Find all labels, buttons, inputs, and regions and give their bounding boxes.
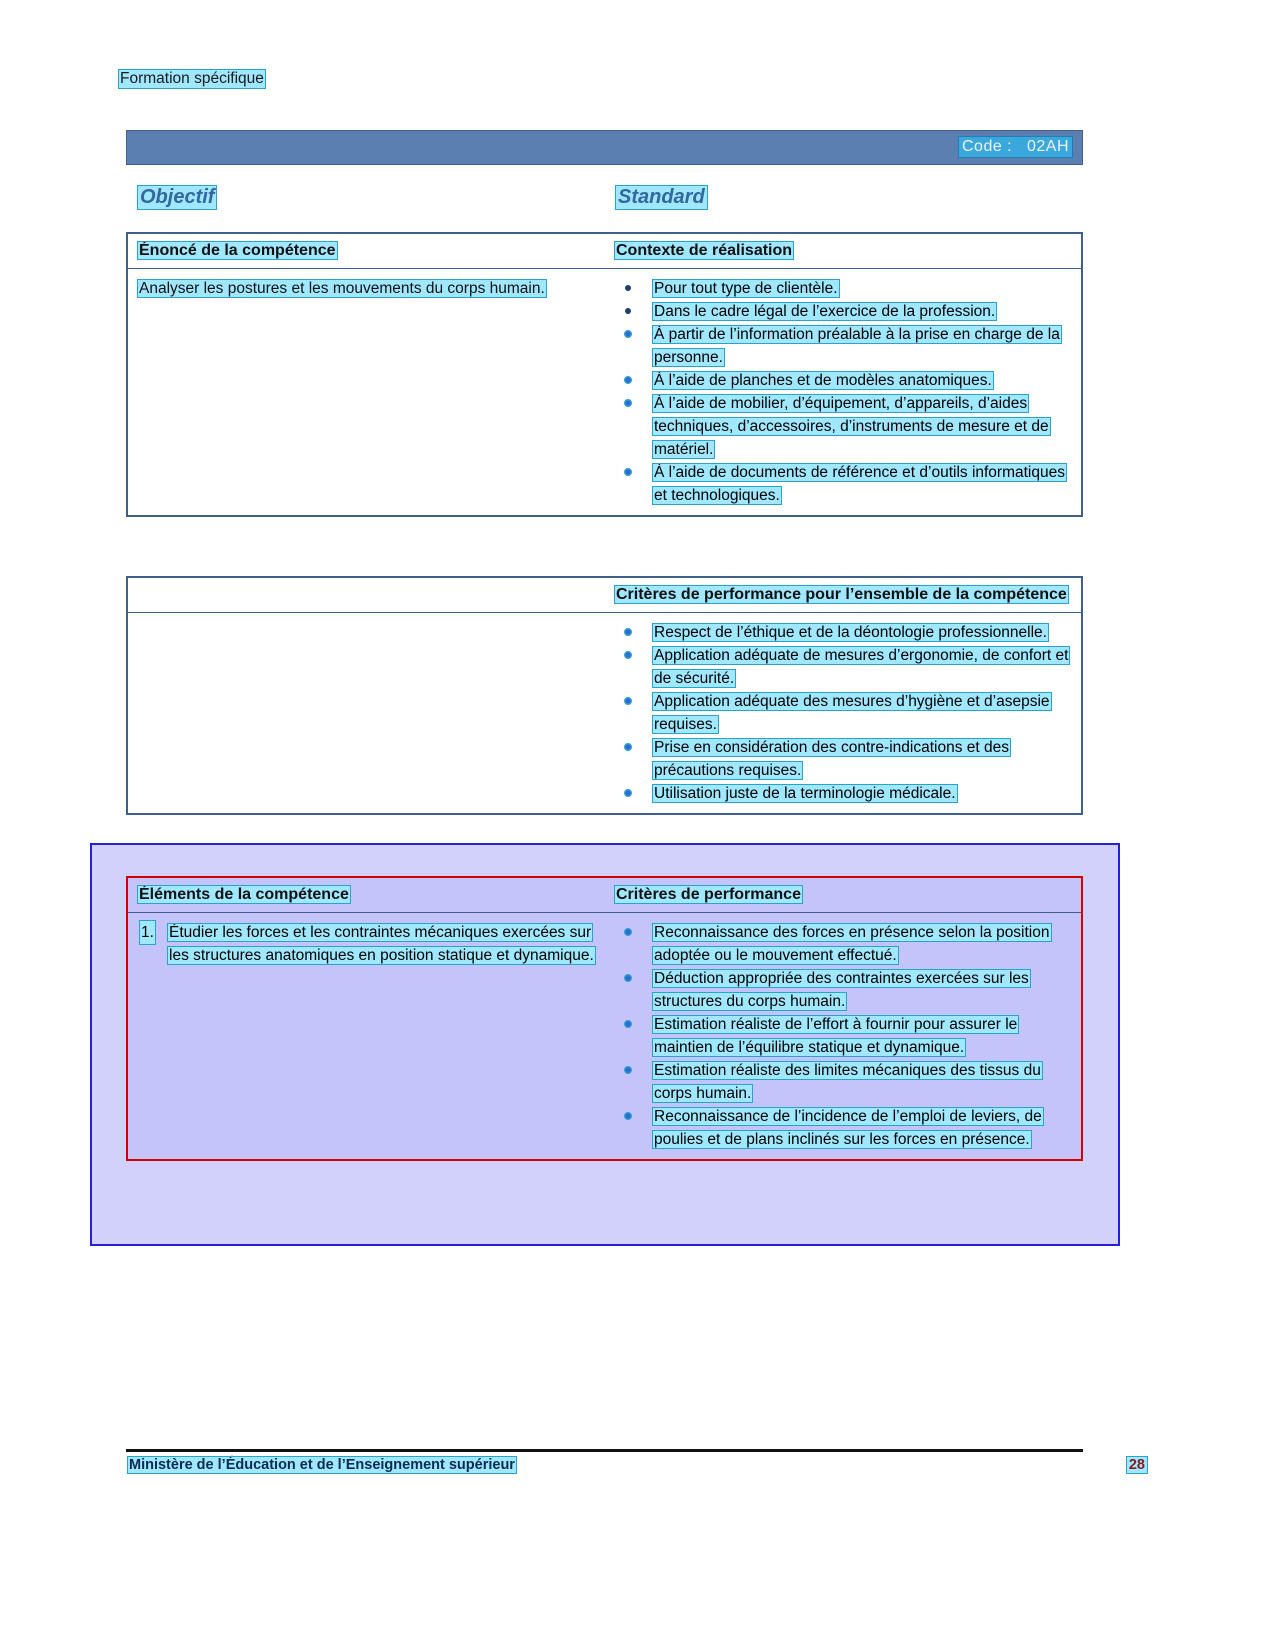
criteres-ensemble-body-right-cell: [605, 613, 1081, 813]
list-item: [615, 621, 1071, 644]
objectif-title: Objectif: [140, 186, 215, 208]
bullet-icon: [625, 652, 631, 658]
list-item-text: Pour tout type de clientèle.: [654, 280, 838, 297]
bullet-icon: [625, 629, 631, 635]
competence-table-header: [128, 234, 1081, 269]
criteres-ensemble-body: [128, 613, 1081, 813]
bullet-icon: [625, 790, 631, 796]
list-item-text: Estimation réaliste des limites mécaniques des tissus du corps humain.: [654, 1062, 1041, 1102]
bullet-icon: [625, 1021, 631, 1027]
code-bar: [126, 130, 1083, 165]
criteres-ensemble-table: [126, 576, 1083, 815]
list-item-text: À partir de l’information préalable à la prise en charge de la personne.: [654, 326, 1060, 366]
elements-criteres-list: [615, 921, 1071, 1151]
section-header-label: Formation spécifique: [120, 70, 264, 87]
list-item-text: Application adéquate des mesures d’hygiène et d’asepsie requises.: [654, 693, 1050, 733]
elements-header-left-cell: [128, 878, 605, 912]
bullet-icon: [625, 308, 631, 314]
criteres-ensemble-header-right-cell: [605, 578, 1081, 612]
list-item-text: Respect de l’éthique et de la déontologie professionnelle.: [654, 624, 1047, 641]
competence-table: [126, 232, 1083, 517]
list-item-text: Dans le cadre légal de l’exercice de la profession.: [654, 303, 996, 320]
criteres-ensemble-header-left-cell: [128, 578, 605, 612]
bullet-icon: [625, 377, 631, 383]
elements-left-header-text: Éléments de la compétence: [139, 886, 349, 903]
list-item: [615, 782, 1071, 805]
elements-body-left-cell: [128, 913, 605, 1159]
competence-statement-text: Analyser les postures et les mouvements du corps humain.: [139, 280, 545, 297]
objectif-standard-row: [126, 186, 1083, 212]
competence-body-right-cell: [605, 269, 1081, 515]
competence-body-left-cell: [128, 269, 605, 515]
list-item: [138, 921, 595, 967]
list-item: [615, 690, 1071, 736]
elements-table-header: [128, 878, 1081, 913]
list-item-text: Application adéquate de mesures d’ergonomie, de confort et de sécurité.: [654, 647, 1069, 687]
list-item-number: 1.: [140, 921, 155, 944]
competence-right-header-text: Contexte de réalisation: [616, 242, 793, 259]
code-label: Code :: [961, 138, 1013, 155]
bullet-icon: [625, 285, 631, 291]
standard-title: Standard: [618, 186, 705, 208]
bullet-icon: [625, 975, 631, 981]
elements-competence-table: [126, 876, 1083, 1161]
competence-header-left-cell: [128, 234, 605, 268]
list-item: [615, 921, 1071, 967]
bullet-icon: [625, 331, 631, 337]
bullet-icon: [625, 744, 631, 750]
code-value: [959, 137, 1072, 157]
list-item: [615, 300, 1071, 323]
competence-left-header-text: Énoncé de la compétence: [139, 242, 336, 259]
competence-header-right-cell: [605, 234, 1081, 268]
list-item-text: Utilisation juste de la terminologie médicale.: [654, 785, 956, 802]
criteres-ensemble-right-header-text: Critères de performance pour l’ensemble de la compétence: [616, 586, 1067, 603]
list-item: [615, 277, 1071, 300]
elements-body-right-cell: [605, 913, 1081, 1159]
list-item-text: Déduction appropriée des contraintes exercées sur les structures du corps humain.: [654, 970, 1029, 1010]
list-item-text: À l’aide de planches et de modèles anatomiques.: [654, 372, 992, 389]
bullet-icon: [625, 1067, 631, 1073]
list-item: [615, 392, 1071, 461]
footer-divider: [126, 1449, 1083, 1452]
contexte-list: [615, 277, 1071, 507]
competence-table-body: [128, 269, 1081, 515]
elements-header-right-cell: [605, 878, 1081, 912]
list-item: [615, 736, 1071, 782]
criteres-ensemble-body-left-cell: [128, 613, 605, 813]
list-item: [615, 967, 1071, 1013]
footer-page-number: 28: [1128, 1457, 1145, 1473]
list-item-text: Étudier les forces et les contraintes mécaniques exercées sur les structures anatomiques en position statique et dynamique.: [169, 924, 594, 964]
criteres-ensemble-header: [128, 578, 1081, 613]
list-item: [615, 323, 1071, 369]
competence-statement: [138, 277, 595, 300]
list-item: [615, 369, 1071, 392]
list-item-text: Estimation réaliste de l’effort à fournir pour assurer le maintien de l’équilibre statique et dynamique.: [654, 1016, 1018, 1056]
elements-right-header-text: Critères de performance: [616, 886, 801, 903]
bullet-icon: [625, 400, 631, 406]
list-item: [615, 1013, 1071, 1059]
list-item: [615, 1059, 1071, 1105]
list-item-text: Reconnaissance des forces en présence selon la position adoptée ou le mouvement effectué.: [654, 924, 1050, 964]
list-item-text: À l’aide de documents de référence et d’outils informatiques et technologiques.: [654, 464, 1065, 504]
code-number: 02AH: [1026, 138, 1069, 155]
bullet-icon: [625, 469, 631, 475]
list-item: [615, 1105, 1071, 1151]
criteres-ensemble-list: [615, 621, 1071, 805]
list-item-text: Reconnaissance de l’incidence de l’emploi de leviers, de poulies et de plans inclinés sur les forces en présence.: [654, 1108, 1042, 1148]
list-item: [615, 644, 1071, 690]
bullet-icon: [625, 1113, 631, 1119]
bullet-icon: [625, 929, 631, 935]
list-item-text: Prise en considération des contre-indications et des précautions requises.: [654, 739, 1009, 779]
bullet-icon: [625, 698, 631, 704]
list-item: [615, 461, 1071, 507]
elements-table-body: [128, 913, 1081, 1159]
footer-organization: Ministère de l’Éducation et de l’Enseignement supérieur: [129, 1457, 515, 1473]
list-item-text: À l’aide de mobilier, d’équipement, d’appareils, d’aides techniques, d’accessoires, d’instruments de mesure et de matériel.: [654, 395, 1049, 458]
